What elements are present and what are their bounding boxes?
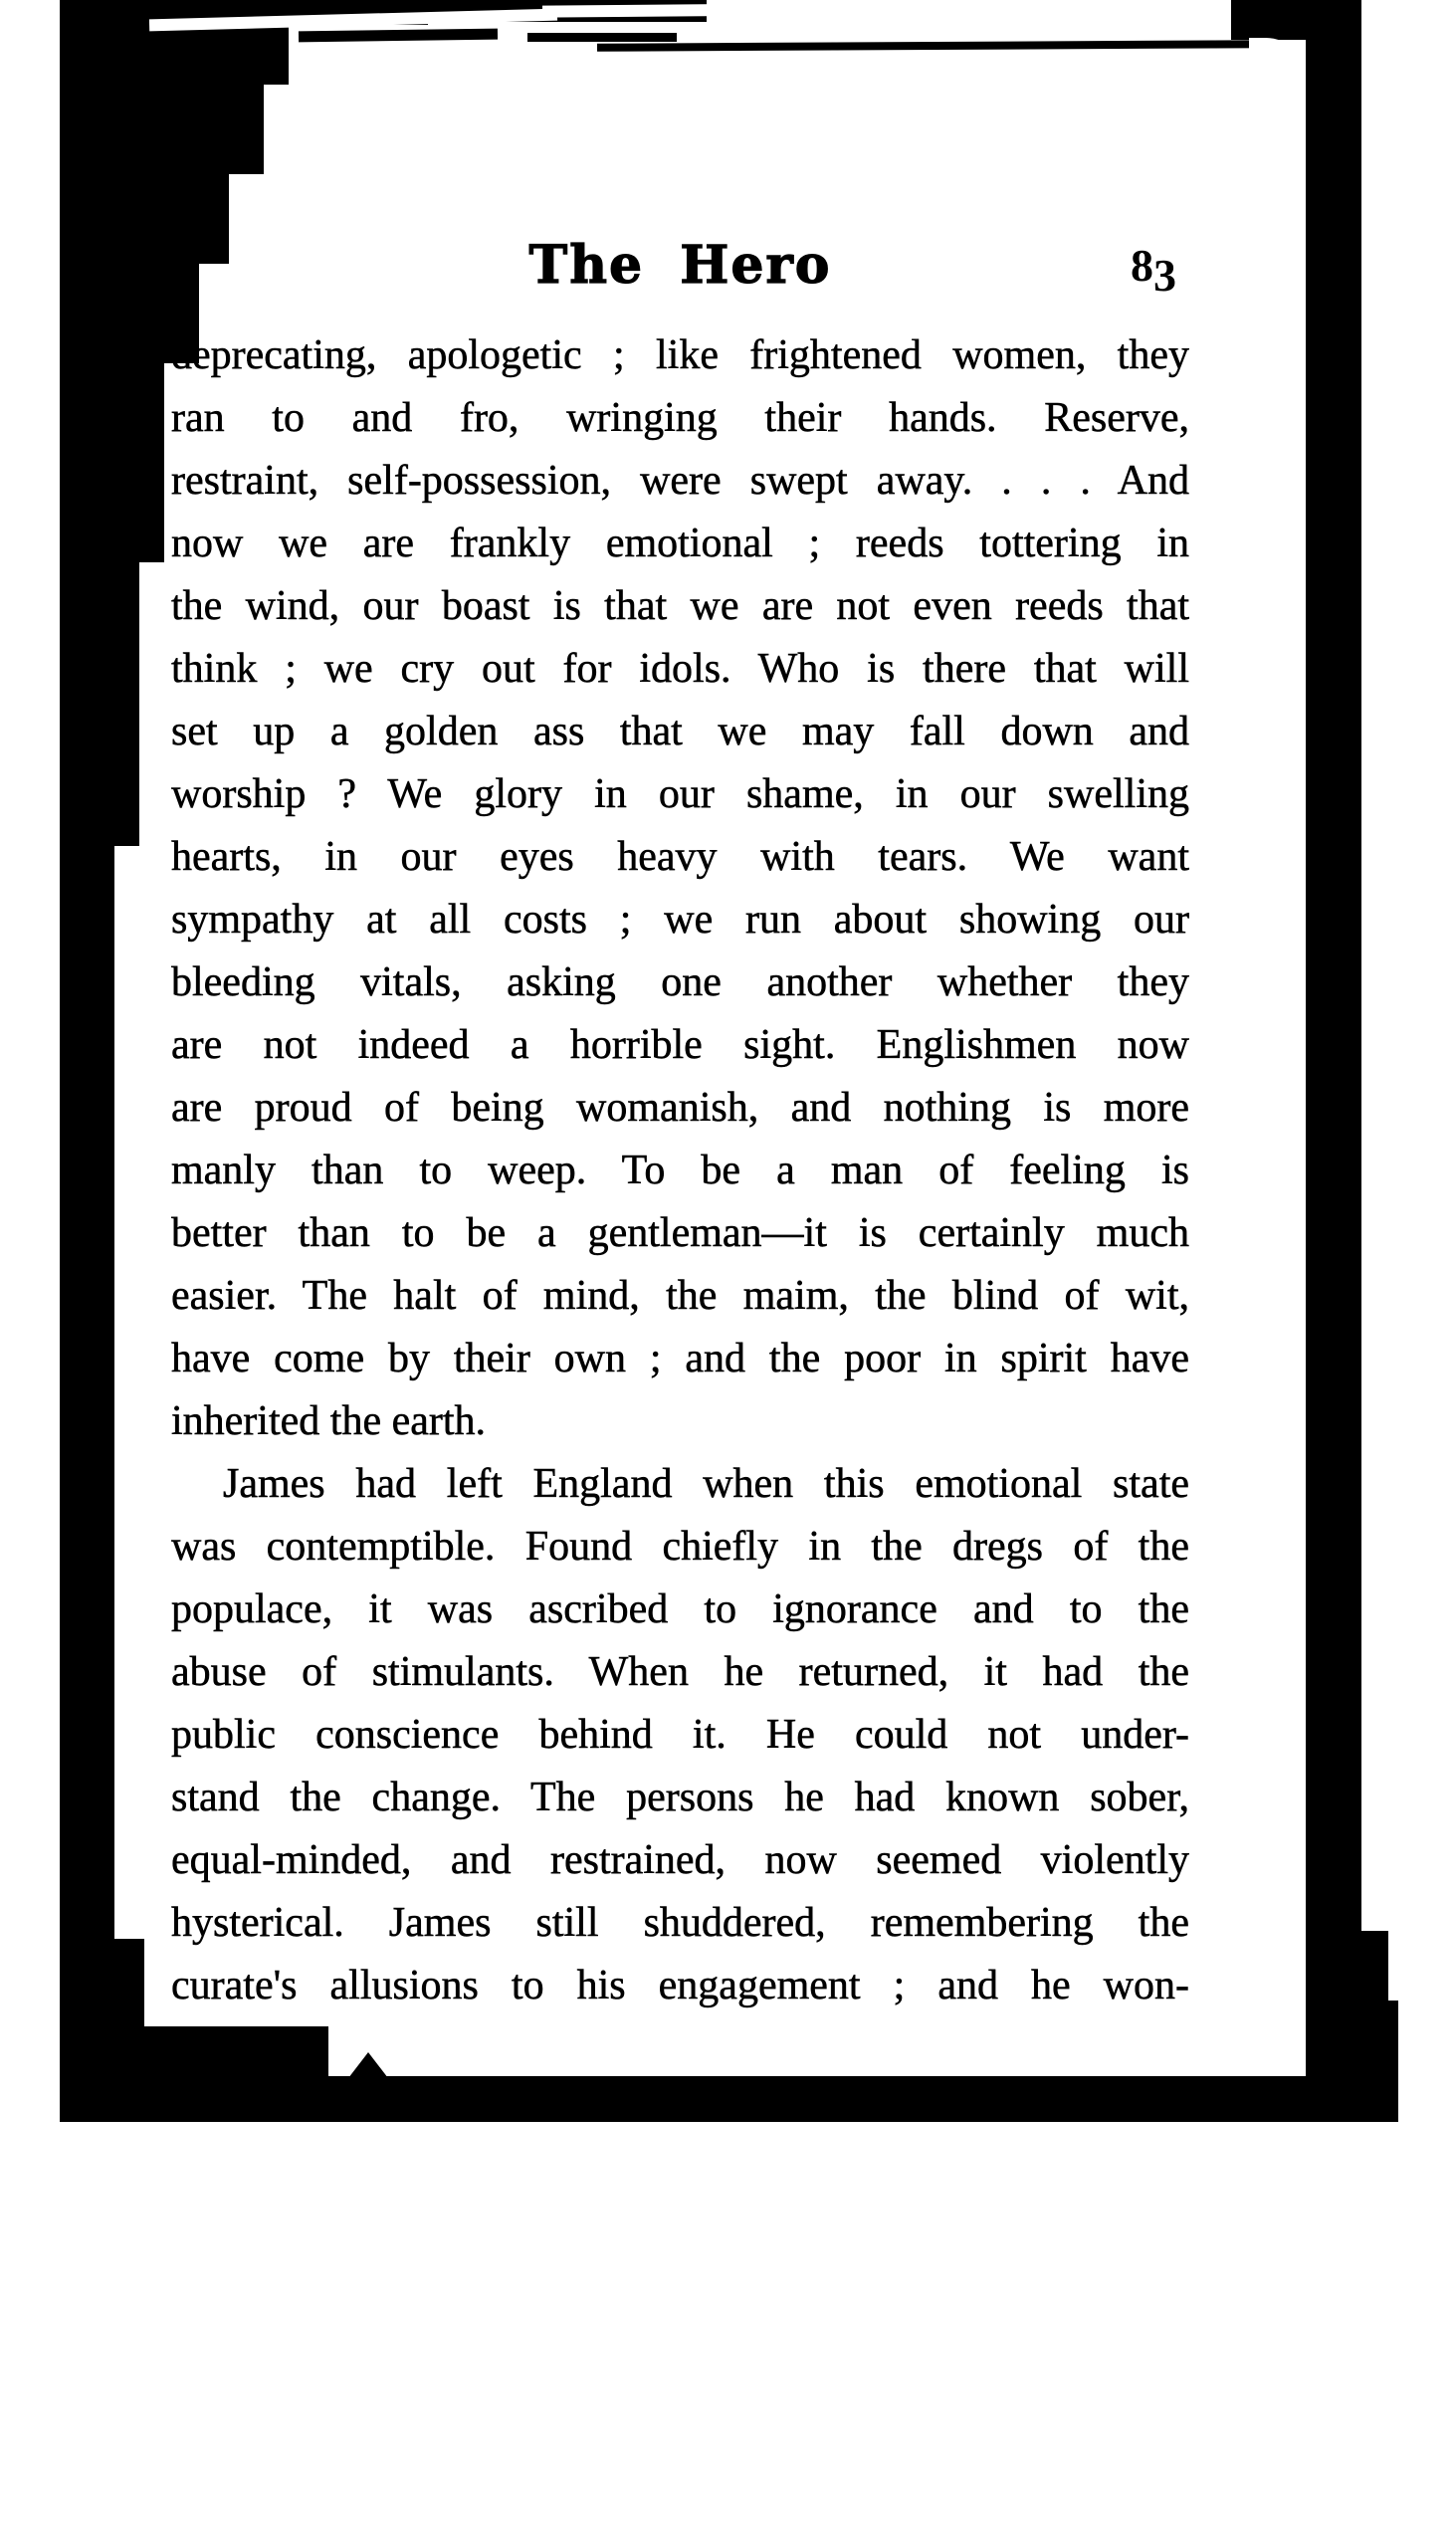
text-line: inherited the earth.: [171, 1398, 487, 1444]
text-line: better than to be a gentleman—it is certainly much: [171, 1210, 1189, 1256]
text-line: equal-minded, and restrained, now seemed violently: [171, 1837, 1189, 1883]
text-line: manly than to weep. To be a man of feeling is: [171, 1148, 1189, 1193]
text-line: restraint, self-possession, were swept away. . . . And: [171, 458, 1189, 504]
scan-artifact-left-step: [60, 85, 264, 174]
scan-artifact-dark-dash: [527, 33, 677, 42]
scan-artifact-right-bump: [1344, 2001, 1398, 2080]
text-line: James had left England when this emotional state: [223, 1461, 1189, 1507]
scan-artifact-left-step: [60, 363, 164, 562]
text-line: hearts, in our eyes heavy with tears. We want: [171, 834, 1189, 880]
page-body: [171, 324, 1189, 2017]
text-line: the wind, our boast is that we are not even reeds that: [171, 583, 1189, 629]
text-line: stand the change. The persons he had known sober,: [171, 1775, 1189, 1820]
scan-artifact-right-bump: [1334, 1931, 1388, 2005]
text-line: abuse of stimulants. When he returned, it had the: [171, 1649, 1189, 1695]
text-line: have come by their own ; and the poor in spirit have: [171, 1336, 1189, 1381]
page-number: [1131, 231, 1176, 301]
scan-artifact-page-edge-line: [597, 40, 1264, 52]
text-line: now we are frankly emotional ; reeds tottering in: [171, 521, 1189, 566]
text-line: set up a golden ass that we may fall down and: [171, 709, 1189, 754]
scan-artifact-bottom-left-step: [114, 1939, 144, 2078]
text-line: hysterical. James still shuddered, remembering the: [171, 1900, 1189, 1946]
scan-artifact-bottom-left-step: [144, 2026, 328, 2078]
text-line: worship ? We glory in our shame, in our swelling: [171, 771, 1189, 817]
text-line: deprecating, apologetic ; like frightened women, they: [171, 332, 1189, 378]
scan-artifact-left-step: [60, 25, 289, 85]
scan-artifact-left-step: [60, 562, 139, 846]
text-line: sympathy at all costs ; we run about showing our: [171, 897, 1189, 943]
scan-artifact-right-bar: [1306, 0, 1361, 2080]
scan-artifact-dark-dash: [299, 29, 498, 43]
scan-artifact-bottom-spike: [348, 2052, 388, 2078]
scan-artifact-bottom-band: [60, 2076, 1398, 2122]
text-line: are not indeed a horrible sight. Englishmen now: [171, 1022, 1189, 1068]
scan-artifact-page-corner: [1249, 38, 1306, 98]
text-line: was contemptible. Found chiefly in the dregs of the: [171, 1524, 1189, 1570]
scan-artifact-left-bar: [60, 846, 114, 2122]
running-title: The Hero: [528, 235, 832, 296]
page-number-digit: 3: [1153, 250, 1176, 301]
page-header: [171, 231, 1189, 305]
text-line: are proud of being womanish, and nothing is more: [171, 1085, 1189, 1131]
page-number-digit: 8: [1131, 240, 1153, 291]
text-line: curate's allusions to his engagement ; and he won-: [171, 1963, 1189, 2008]
text-line: easier. The halt of mind, the maim, the blind of wit,: [171, 1273, 1189, 1319]
text-line: populace, it was ascribed to ignorance and to the: [171, 1586, 1189, 1632]
text-line: think ; we cry out for idols. Who is there that will: [171, 646, 1189, 692]
text-line: ran to and fro, wringing their hands. Reserve,: [171, 395, 1189, 441]
text-line: bleeding vitals, asking one another whether they: [171, 959, 1189, 1005]
text-line: public conscience behind it. He could not under-: [171, 1712, 1189, 1758]
